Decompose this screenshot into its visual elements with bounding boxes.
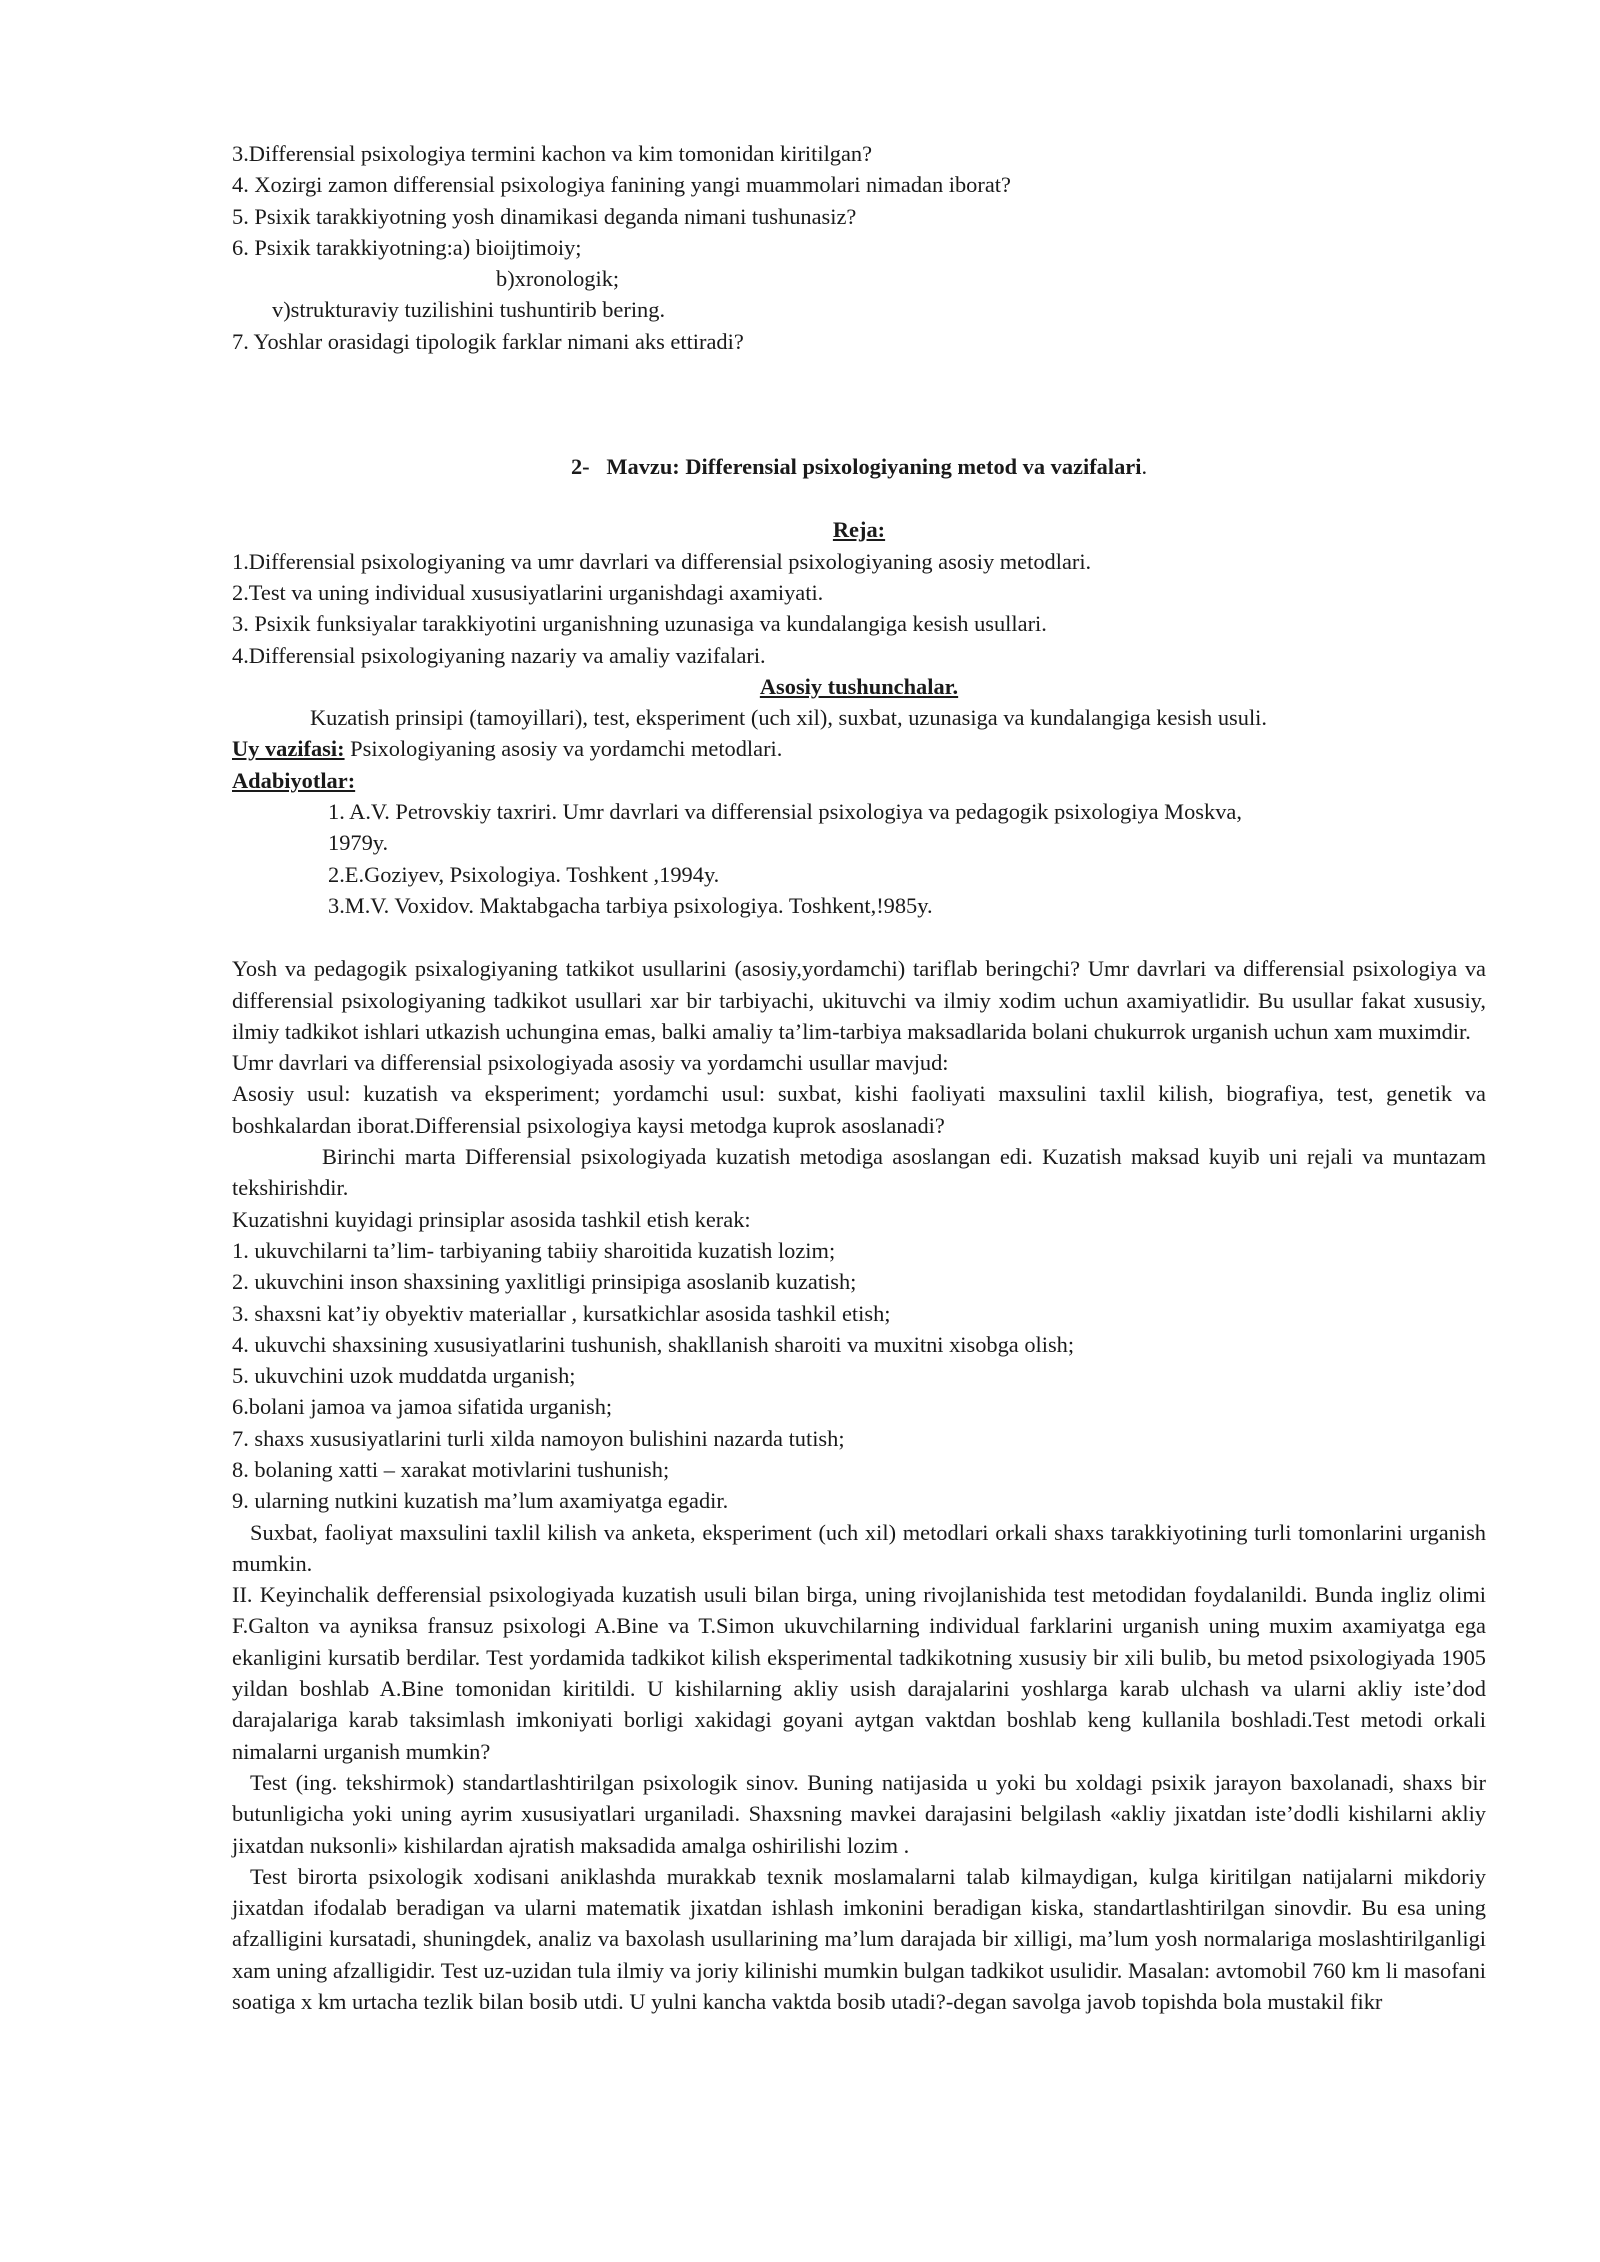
spacer xyxy=(232,357,1486,451)
literature-item: 3.M.V. Voxidov. Maktabgacha tarbiya psixologiya. Toshkent,!985y. xyxy=(328,892,933,918)
question-item: 4. Xozirgi zamon differensial psixologiya fanining yangi muammolari nimadan iborat? xyxy=(232,172,1011,198)
topic-number: 2- xyxy=(570,454,590,480)
literature-item: 2.E.Goziyev, Psixologiya. Toshkent ,1994y. xyxy=(328,861,720,887)
homework xyxy=(232,733,1486,764)
principles-list xyxy=(232,1235,1486,1517)
plan-list xyxy=(232,546,1486,671)
literature-heading: Adabiyotlar: xyxy=(232,767,356,793)
plan-heading: Reja: xyxy=(832,517,886,543)
topic-title-text: Mavzu: Differensial psixologiyaning metod va vazifalari xyxy=(606,454,1142,480)
question-subitem: b)xronologik; xyxy=(496,266,620,292)
paragraph: Test (ing. tekshirmok) standartlashtirilgan psixologik sinov. Buning natijasida u yoki bu xoldagi psixik jarayon baxolanadi, shaxs bir butunligicha yoki uning ayrim xususiyatlari urganiladi. Shaxsning mavkei darajasini belgilash «akliy jixatdan iste’dodli kishilarni akliy jixatdan nuksonli» kishilardan ajratish maksadida amalga oshirilishi lozim . xyxy=(232,1769,1486,1858)
plan-item: 1.Differensial psixologiyaning va umr davrlari va differensial psixologiyaning asosiy metodlari. xyxy=(232,548,1092,574)
paragraph: Asosiy usul: kuzatish va eksperiment; yordamchi usul: suxbat, kishi faoliyati maxsulini taxlil kilish, biografiya, test, genetik va boshkalardan iborat.Differensial psixologiya kaysi metodga kuprok asoslanadi? xyxy=(232,1081,1486,1138)
list-item: 4. ukuvchi shaxsining xususiyatlarini tushunish, shakllanish sharoiti va muxitni xisobga olish; xyxy=(232,1331,1075,1357)
question-item: 5. Psixik tarakkiyotning yosh dinamikasi deganda nimani tushunasiz? xyxy=(232,203,857,229)
homework-text: Psixologiyaning asosiy va yordamchi metodlari. xyxy=(344,736,783,762)
list-item: 7. shaxs xususiyatlarini turli xilda namoyon bulishini nazarda tutish; xyxy=(232,1425,845,1451)
document-page xyxy=(232,138,1486,2017)
paragraph: Suxbat, faoliyat maxsulini taxlil kilish va anketa, eksperiment (uch xil) metodlari orkali shaxs tarakkiyotining turli tomonlarini urganish mumkin. xyxy=(232,1519,1486,1576)
paragraph: Yosh va pedagogik psixalogiyaning tatkikot usullarini (asosiy,yordamchi) tariflab beringchi? Umr davrlari va differensial psixologiya va differensial psixologiyaning tadkikot usullari xar bir tarbiyachi, ukituvchi va ilmiy xodim uchun axamiyatlidir. Bu usullar fakat xususiy, ilmiy tadkikot ishlari utkazish uchungina emas, balki amaliy ta’lim-tarbiya maksadlarida bolani chukurrok urganish uchun xam muximdir. xyxy=(232,956,1486,1044)
paragraph: Umr davrlari va differensial psixologiyada asosiy va yordamchi usullar mavjud: xyxy=(232,1050,949,1076)
topic-title xyxy=(232,451,1486,482)
list-item: 2. ukuvchini inson shaxsining yaxlitligi prinsipiga asoslanib kuzatish; xyxy=(232,1269,857,1295)
concepts-heading: Asosiy tushunchalar. xyxy=(759,673,959,699)
paragraph: Birinchi marta Differensial psixologiyada kuzatish metodiga asoslangan edi. Kuzatish maksad kuyib uni rejali va muntazam tekshirishdir. xyxy=(232,1144,1486,1201)
question-item: 3.Differensial psixologiya termini kachon va kim tomonidan kiritilgan? xyxy=(232,141,873,166)
list-item: 5. ukuvchini uzok muddatda urganish; xyxy=(232,1363,576,1389)
literature-list xyxy=(232,796,1486,921)
plan-item: 3. Psixik funksiyalar tarakkiyotini urganishning uzunasiga va kundalangiga kesish usullari. xyxy=(232,611,1047,637)
spacer xyxy=(232,482,1486,514)
literature-item-cont: 1979y. xyxy=(328,830,389,856)
literature-item: 1. A.V. Petrovskiy taxriri. Umr davrlari va differensial psixologiya va pedagogik psixologiya Moskva, xyxy=(328,799,1242,825)
review-questions xyxy=(232,138,1486,357)
list-item: 1. ukuvchilarni ta’lim- tarbiyaning tabiiy sharoitida kuzatish lozim; xyxy=(232,1237,836,1263)
paragraph: Kuzatishni kuyidagi prinsiplar asosida tashkil etish kerak: xyxy=(232,1206,751,1232)
question-subitem: v)strukturaviy tuzilishini tushuntirib bering. xyxy=(272,297,666,323)
list-item: 6.bolani jamoa va jamoa sifatida urganish; xyxy=(232,1394,613,1420)
topic-dot: . xyxy=(1141,454,1148,480)
list-item: 3. shaxsni kat’iy obyektiv materiallar , kursatkichlar asosida tashkil etish; xyxy=(232,1300,891,1326)
list-item: 9. ularning nutkini kuzatish ma’lum axamiyatga egadir. xyxy=(232,1488,729,1514)
spacer xyxy=(232,921,1486,953)
list-item: 8. bolaning xatti – xarakat motivlarini tushunish; xyxy=(232,1456,670,1482)
concepts-text: Kuzatish prinsipi (tamoyillari), test, eksperiment (uch xil), suxbat, uzunasiga va kundalangiga kesish usuli. xyxy=(310,705,1267,731)
paragraph: Test birorta psixologik xodisani aniklashda murakkab texnik moslamalarni talab kilmaydigan, kulga kiritilgan natijalarni mikdoriy jixatdan ifodalab beradigan va ularni matematik jixatdan ishlash imkonini beradigan kiska, standartlashtirilgan sinovdir. Bu esa uning afzalligini kursatadi, shuningdek, analiz va baxolash usullarining ma’lum darajada bir xilligi, ma’lum yosh normalariga moslashtirilganligi xam uning afzalligidir. Test uz-uzidan tula ilmiy va joriy kilinishi mumkin bulgan tadkikot usulidir. Masalan: avtomobil 760 km li masofani soatiga x km urtacha tezlik bilan bosib utdi. U yulni kancha vaktda bosib utadi?-degan savolga javob topishda bola mustakil fikr xyxy=(232,1863,1486,2015)
question-item: 7. Yoshlar orasidagi tipologik farklar nimani aks ettiradi? xyxy=(232,328,744,354)
plan-item: 4.Differensial psixologiyaning nazariy va amaliy vazifalari. xyxy=(232,642,766,668)
homework-label: Uy vazifasi: xyxy=(232,736,345,762)
plan-item: 2.Test va uning individual xususiyatlarini urganishdagi axamiyati. xyxy=(232,579,824,605)
question-item: 6. Psixik tarakkiyotning:a) bioijtimoiy; xyxy=(232,234,582,260)
paragraph: II. Keyinchalik defferensial psixologiyada kuzatish usuli bilan birga, uning rivojlanishida test metodidan foydalanildi. Bunda ingliz olimi F.Galton va ayniksa fransuz psixologi A.Bine va T.Simon ukuvchilarning individual farklarini urganish uning muxim axamiyatga ega ekanligini kursatib berdilar. Test yordamida tadkikot kilish eksperimental tadkikotning xususiy bir xili bulib, bu metod psixologiyada 1905 yildan boshlab A.Bine tomonidan kiritildi. U kishilarning akliy usish darajalarini yoshlarga karab ulchash va ularni akliy iste’dod darajalariga karab taksimlash imkoniyati borligi xakidagi goyani aytgan vaktdan boshlab keng kullanila boshladi.Test metodi orkali nimalarni urganish mumkin? xyxy=(232,1582,1486,1764)
